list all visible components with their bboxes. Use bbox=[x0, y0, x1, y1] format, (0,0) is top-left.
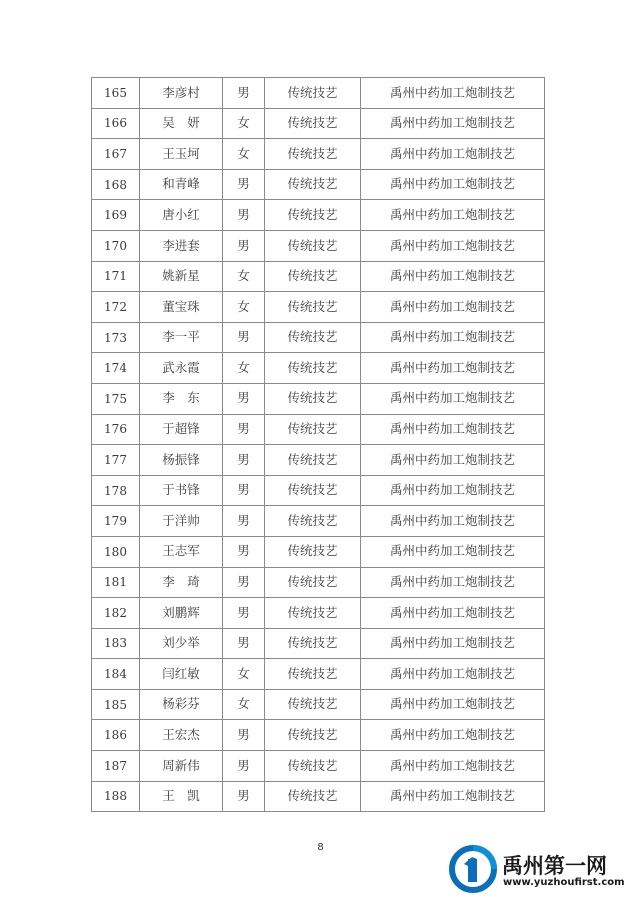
row-number-cell: 187 bbox=[92, 751, 140, 782]
category-cell: 传统技艺 bbox=[265, 200, 361, 231]
project-cell: 禹州中药加工炮制技艺 bbox=[361, 230, 545, 261]
category-cell: 传统技艺 bbox=[265, 751, 361, 782]
project-cell: 禹州中药加工炮制技艺 bbox=[361, 353, 545, 384]
name-cell: 李 东 bbox=[140, 383, 223, 414]
project-cell: 禹州中药加工炮制技艺 bbox=[361, 108, 545, 139]
page-number: 8 bbox=[317, 842, 324, 853]
table-row bbox=[92, 720, 545, 751]
category-cell: 传统技艺 bbox=[265, 353, 361, 384]
category-cell: 传统技艺 bbox=[265, 659, 361, 690]
category-cell: 传统技艺 bbox=[265, 720, 361, 751]
row-number-cell: 184 bbox=[92, 659, 140, 690]
gender-cell: 男 bbox=[223, 78, 265, 109]
category-cell: 传统技艺 bbox=[265, 169, 361, 200]
row-number-cell: 167 bbox=[92, 139, 140, 170]
row-number-cell: 165 bbox=[92, 78, 140, 109]
row-number-cell: 186 bbox=[92, 720, 140, 751]
gender-cell: 女 bbox=[223, 659, 265, 690]
gender-cell: 女 bbox=[223, 139, 265, 170]
table-row bbox=[92, 230, 545, 261]
yuzhou-logo-icon bbox=[448, 844, 498, 894]
row-number-cell: 175 bbox=[92, 383, 140, 414]
project-cell: 禹州中药加工炮制技艺 bbox=[361, 261, 545, 292]
gender-cell: 女 bbox=[223, 292, 265, 323]
name-cell: 武永霞 bbox=[140, 353, 223, 384]
table-row bbox=[92, 322, 545, 353]
roster-table-body bbox=[92, 78, 545, 812]
row-number-cell: 183 bbox=[92, 628, 140, 659]
project-cell: 禹州中药加工炮制技艺 bbox=[361, 598, 545, 629]
gender-cell: 男 bbox=[223, 322, 265, 353]
name-cell: 李一平 bbox=[140, 322, 223, 353]
row-number-cell: 180 bbox=[92, 536, 140, 567]
table-row bbox=[92, 536, 545, 567]
project-cell: 禹州中药加工炮制技艺 bbox=[361, 139, 545, 170]
name-cell: 姚新星 bbox=[140, 261, 223, 292]
table-row bbox=[92, 751, 545, 782]
table-row bbox=[92, 108, 545, 139]
project-cell: 禹州中药加工炮制技艺 bbox=[361, 506, 545, 537]
gender-cell: 男 bbox=[223, 169, 265, 200]
category-cell: 传统技艺 bbox=[265, 383, 361, 414]
gender-cell: 女 bbox=[223, 261, 265, 292]
name-cell: 李彦村 bbox=[140, 78, 223, 109]
category-cell: 传统技艺 bbox=[265, 445, 361, 476]
row-number-cell: 170 bbox=[92, 230, 140, 261]
project-cell: 禹州中药加工炮制技艺 bbox=[361, 567, 545, 598]
gender-cell: 男 bbox=[223, 414, 265, 445]
table-row bbox=[92, 292, 545, 323]
category-cell: 传统技艺 bbox=[265, 628, 361, 659]
name-cell: 刘少举 bbox=[140, 628, 223, 659]
name-cell: 董宝珠 bbox=[140, 292, 223, 323]
name-cell: 杨振锋 bbox=[140, 445, 223, 476]
row-number-cell: 171 bbox=[92, 261, 140, 292]
table-row bbox=[92, 261, 545, 292]
table-row bbox=[92, 353, 545, 384]
row-number-cell: 172 bbox=[92, 292, 140, 323]
project-cell: 禹州中药加工炮制技艺 bbox=[361, 445, 545, 476]
name-cell: 唐小红 bbox=[140, 200, 223, 231]
gender-cell: 男 bbox=[223, 230, 265, 261]
category-cell: 传统技艺 bbox=[265, 598, 361, 629]
gender-cell: 男 bbox=[223, 200, 265, 231]
table-row bbox=[92, 781, 545, 812]
name-cell: 于超锋 bbox=[140, 414, 223, 445]
roster-table bbox=[91, 77, 545, 812]
gender-cell: 男 bbox=[223, 445, 265, 476]
category-cell: 传统技艺 bbox=[265, 108, 361, 139]
category-cell: 传统技艺 bbox=[265, 506, 361, 537]
project-cell: 禹州中药加工炮制技艺 bbox=[361, 78, 545, 109]
table-row bbox=[92, 475, 545, 506]
category-cell: 传统技艺 bbox=[265, 414, 361, 445]
table-row bbox=[92, 567, 545, 598]
gender-cell: 男 bbox=[223, 628, 265, 659]
project-cell: 禹州中药加工炮制技艺 bbox=[361, 292, 545, 323]
project-cell: 禹州中药加工炮制技艺 bbox=[361, 628, 545, 659]
table-row bbox=[92, 506, 545, 537]
gender-cell: 男 bbox=[223, 475, 265, 506]
row-number-cell: 173 bbox=[92, 322, 140, 353]
category-cell: 传统技艺 bbox=[265, 322, 361, 353]
category-cell: 传统技艺 bbox=[265, 536, 361, 567]
name-cell: 王 凯 bbox=[140, 781, 223, 812]
category-cell: 传统技艺 bbox=[265, 230, 361, 261]
table-row bbox=[92, 445, 545, 476]
name-cell: 和青峰 bbox=[140, 169, 223, 200]
watermark-url: www.yuzhoufirst.com bbox=[503, 877, 625, 888]
table-row bbox=[92, 414, 545, 445]
table-row bbox=[92, 139, 545, 170]
project-cell: 禹州中药加工炮制技艺 bbox=[361, 475, 545, 506]
table-row bbox=[92, 78, 545, 109]
row-number-cell: 174 bbox=[92, 353, 140, 384]
table-row bbox=[92, 383, 545, 414]
category-cell: 传统技艺 bbox=[265, 292, 361, 323]
table-row bbox=[92, 659, 545, 690]
row-number-cell: 168 bbox=[92, 169, 140, 200]
row-number-cell: 176 bbox=[92, 414, 140, 445]
project-cell: 禹州中药加工炮制技艺 bbox=[361, 720, 545, 751]
project-cell: 禹州中药加工炮制技艺 bbox=[361, 689, 545, 720]
name-cell: 吴 妍 bbox=[140, 108, 223, 139]
row-number-cell: 179 bbox=[92, 506, 140, 537]
gender-cell: 男 bbox=[223, 598, 265, 629]
project-cell: 禹州中药加工炮制技艺 bbox=[361, 659, 545, 690]
gender-cell: 男 bbox=[223, 781, 265, 812]
row-number-cell: 185 bbox=[92, 689, 140, 720]
category-cell: 传统技艺 bbox=[265, 781, 361, 812]
name-cell: 王宏杰 bbox=[140, 720, 223, 751]
name-cell: 李进套 bbox=[140, 230, 223, 261]
gender-cell: 男 bbox=[223, 720, 265, 751]
table-row bbox=[92, 628, 545, 659]
name-cell: 杨彩芬 bbox=[140, 689, 223, 720]
project-cell: 禹州中药加工炮制技艺 bbox=[361, 781, 545, 812]
category-cell: 传统技艺 bbox=[265, 567, 361, 598]
gender-cell: 女 bbox=[223, 353, 265, 384]
project-cell: 禹州中药加工炮制技艺 bbox=[361, 383, 545, 414]
gender-cell: 女 bbox=[223, 689, 265, 720]
project-cell: 禹州中药加工炮制技艺 bbox=[361, 322, 545, 353]
name-cell: 闫红敏 bbox=[140, 659, 223, 690]
gender-cell: 男 bbox=[223, 751, 265, 782]
table-row bbox=[92, 689, 545, 720]
category-cell: 传统技艺 bbox=[265, 78, 361, 109]
gender-cell: 男 bbox=[223, 567, 265, 598]
project-cell: 禹州中药加工炮制技艺 bbox=[361, 536, 545, 567]
gender-cell: 女 bbox=[223, 108, 265, 139]
row-number-cell: 169 bbox=[92, 200, 140, 231]
category-cell: 传统技艺 bbox=[265, 139, 361, 170]
name-cell: 于书锋 bbox=[140, 475, 223, 506]
row-number-cell: 177 bbox=[92, 445, 140, 476]
row-number-cell: 181 bbox=[92, 567, 140, 598]
category-cell: 传统技艺 bbox=[265, 689, 361, 720]
row-number-cell: 188 bbox=[92, 781, 140, 812]
row-number-cell: 182 bbox=[92, 598, 140, 629]
gender-cell: 男 bbox=[223, 536, 265, 567]
table-row bbox=[92, 598, 545, 629]
name-cell: 刘鹏辉 bbox=[140, 598, 223, 629]
category-cell: 传统技艺 bbox=[265, 475, 361, 506]
row-number-cell: 166 bbox=[92, 108, 140, 139]
gender-cell: 男 bbox=[223, 506, 265, 537]
project-cell: 禹州中药加工炮制技艺 bbox=[361, 169, 545, 200]
site-watermark bbox=[448, 842, 628, 898]
name-cell: 李 琦 bbox=[140, 567, 223, 598]
project-cell: 禹州中药加工炮制技艺 bbox=[361, 200, 545, 231]
watermark-title: 禹州第一网 bbox=[502, 854, 607, 878]
row-number-cell: 178 bbox=[92, 475, 140, 506]
table-row bbox=[92, 169, 545, 200]
table-row bbox=[92, 200, 545, 231]
name-cell: 周新伟 bbox=[140, 751, 223, 782]
project-cell: 禹州中药加工炮制技艺 bbox=[361, 414, 545, 445]
project-cell: 禹州中药加工炮制技艺 bbox=[361, 751, 545, 782]
name-cell: 王志军 bbox=[140, 536, 223, 567]
category-cell: 传统技艺 bbox=[265, 261, 361, 292]
name-cell: 王玉坷 bbox=[140, 139, 223, 170]
gender-cell: 男 bbox=[223, 383, 265, 414]
name-cell: 于洋帅 bbox=[140, 506, 223, 537]
